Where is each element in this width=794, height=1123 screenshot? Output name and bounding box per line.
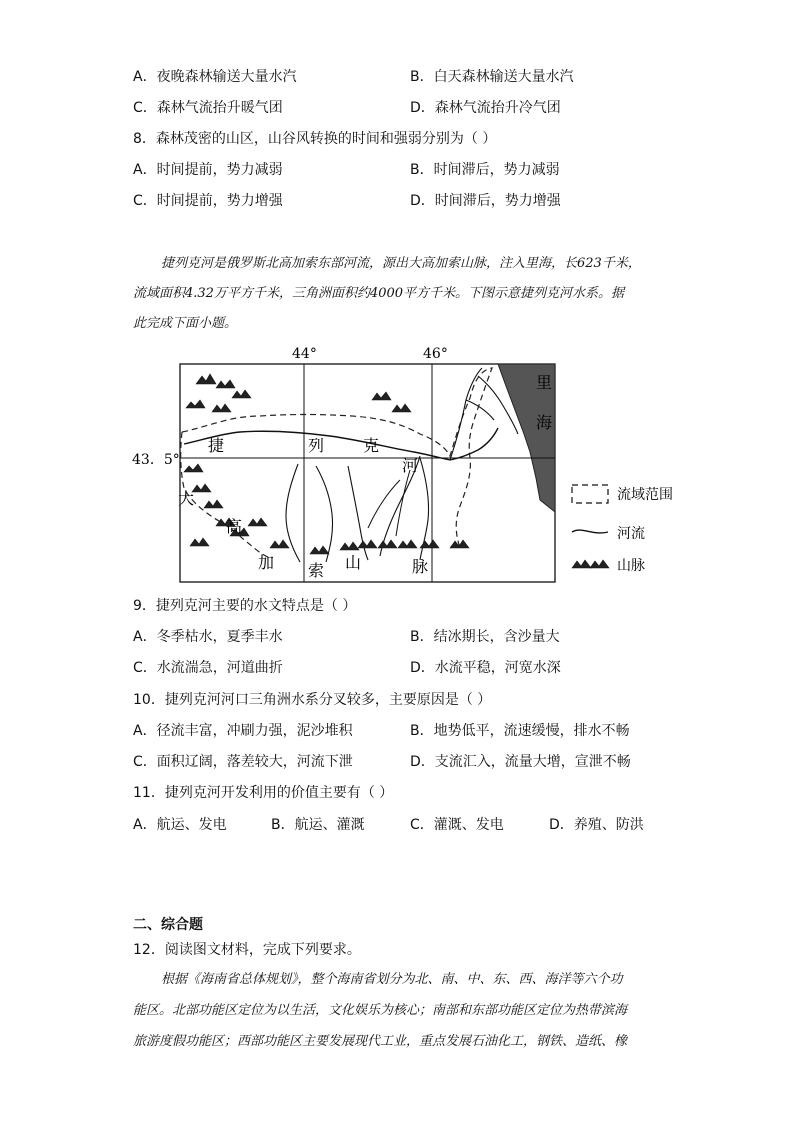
longitude-44-label: 44° — [292, 346, 317, 362]
terek-river-map — [120, 340, 700, 590]
q7-option-a: A．夜晚森林输送大量水汽 — [133, 69, 297, 85]
q8-option-d: D．时间滞后，势力增强 — [410, 193, 561, 209]
legend-river-label: 河流 — [617, 526, 645, 542]
sea-label-2: 海 — [536, 413, 553, 432]
q8-stem: 8．森林茂密的山区，山谷风转换的时间和强弱分别为（ ） — [133, 131, 497, 147]
q9-option-a: A．冬季枯水，夏季丰水 — [133, 629, 283, 645]
river-label-3: 克 — [363, 436, 380, 455]
q11-stem: 11．捷列克河开发利用的价值主要有（ ） — [133, 785, 394, 801]
mountain-label-1: 大 — [178, 489, 195, 508]
river-label-1: 捷 — [208, 436, 225, 455]
q8-option-c: C．时间提前，势力增强 — [133, 193, 283, 209]
q12-line-2: 能区。北部功能区定位为以生活，文化娱乐为核心；南部和东部功能区定位为热带滨海 — [133, 1003, 628, 1018]
q9-option-c: C．水流湍急，河道曲折 — [133, 660, 283, 676]
q7-option-b: B．白天森林输送大量水汽 — [410, 69, 574, 85]
material-line-1: 捷列克河是俄罗斯北高加索东部河流，源出大高加索山脉，注入里海，长623千米， — [161, 256, 641, 271]
material-line-2: 流域面积4.32万平方千米，三角洲面积约4000平方千米。下图示意捷列克河水系。据 — [133, 286, 625, 301]
q11-option-b: B．航运、灌溉 — [271, 817, 365, 833]
river-label-2: 列 — [308, 436, 325, 455]
tributary-7 — [396, 470, 410, 536]
sea-label-1: 里 — [536, 373, 553, 392]
river-branch-north — [450, 368, 482, 460]
mountain-label-3: 加 — [258, 553, 275, 572]
q10-option-a: A．径流丰富，冲刷力强，泥沙堆积 — [133, 723, 353, 739]
q12-stem: 12．阅读图文材料，完成下列要求。 — [133, 942, 361, 958]
material-paragraph — [133, 249, 663, 339]
q11-option-a: A．航运、发电 — [133, 817, 227, 833]
material-line-3: 此完成下面小题。 — [133, 316, 238, 331]
main-river — [184, 428, 498, 460]
legend-basin-label: 流域范围 — [617, 487, 673, 503]
q11-option-d: D．养殖、防洪 — [549, 817, 644, 833]
legend-mountain-symbol — [572, 560, 609, 568]
river-label-4: 河 — [402, 456, 419, 475]
river-branch-mid — [466, 400, 494, 420]
legend-basin-symbol — [572, 485, 608, 503]
q10-stem: 10．捷列克河河口三角洲水系分叉较多，主要原因是（ ） — [133, 692, 492, 708]
q12-line-1: 根据《海南省总体规划》，整个海南省划分为北、南、中、东、西、海洋等六个功 — [161, 972, 623, 987]
section-heading: 二、综合题 — [133, 917, 203, 933]
mountain-label-2: 高 — [226, 517, 243, 536]
q9-option-d: D．水流平稳，河宽水深 — [410, 660, 561, 676]
q10-option-c: C．面积辽阔，落差较大，河流下泄 — [133, 754, 353, 770]
legend-river-symbol — [572, 530, 608, 533]
mountain-label-5: 山 — [345, 553, 362, 572]
legend-mountain-label: 山脉 — [617, 558, 645, 574]
q7-option-c: C．森林气流抬升暖气团 — [133, 100, 283, 116]
q9-stem: 9．捷列克河主要的水文特点是（ ） — [133, 598, 357, 614]
q8-option-b: B．时间滞后，势力减弱 — [410, 162, 560, 178]
q10-option-d: D．支流汇入，流量大增，宣泄不畅 — [410, 754, 631, 770]
q12-material — [133, 964, 663, 1057]
q11-option-c: C．灌溉、发电 — [410, 817, 504, 833]
mountain-label-6: 脉 — [412, 557, 429, 576]
q12-line-3: 旅游度假功能区；西部功能区主要发展现代工业，重点发展石油化工，钢铁、造纸、橡 — [133, 1034, 628, 1049]
mountain-label-4: 索 — [308, 561, 325, 580]
longitude-46-label: 46° — [423, 346, 448, 362]
q7-option-d: D．森林气流抬升冷气团 — [410, 100, 561, 116]
q9-option-b: B．结冰期长，含沙量大 — [410, 629, 560, 645]
latitude-43-5-label: 43．5° — [132, 452, 180, 468]
q10-option-b: B．地势低平，流速缓慢，排水不畅 — [410, 723, 630, 739]
tributary-6 — [368, 480, 400, 528]
q8-option-a: A．时间提前，势力减弱 — [133, 162, 283, 178]
